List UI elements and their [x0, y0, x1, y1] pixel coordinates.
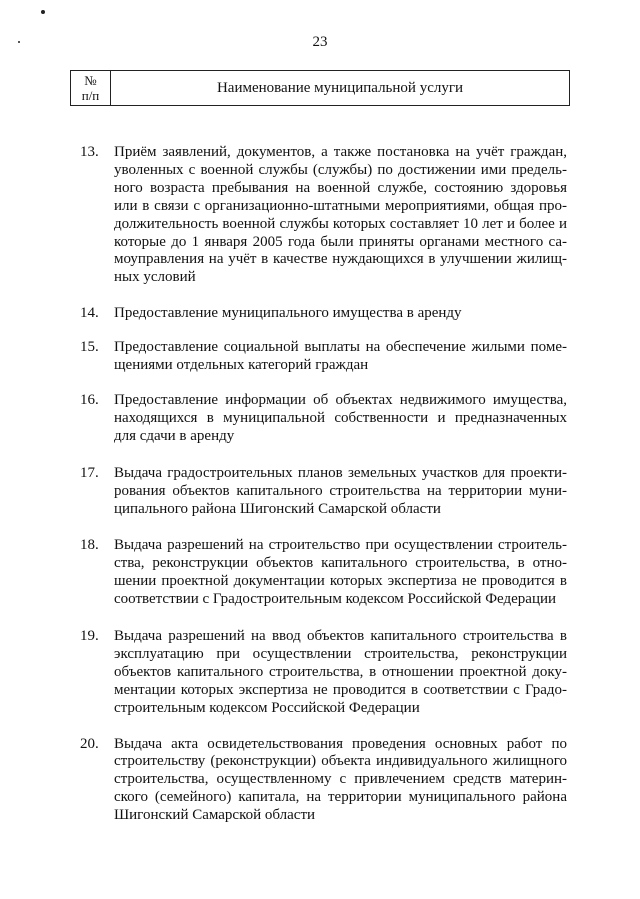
- service-title-line: Приём заявлений, документов, а также постановка на учёт граждан,: [114, 144, 567, 160]
- service-title-line: ципального района Шигонский Самарской области: [114, 500, 441, 517]
- service-title-line: строительству (реконструкции) объекта индивидуального жилищного: [114, 753, 567, 770]
- column-header-number: [71, 71, 111, 105]
- service-item: [80, 736, 567, 826]
- service-title: [114, 339, 567, 375]
- service-title: [114, 736, 567, 826]
- service-title-line: находящихся в муниципальной собственности и предназначенных: [114, 409, 567, 426]
- service-title-line: Предоставление информации об объектах недвижимого имущества,: [114, 391, 567, 408]
- service-number: 18.: [80, 537, 99, 554]
- service-title-line: соответствии с Градостроительным кодексом Российской Федерации: [114, 591, 557, 608]
- service-item: [80, 392, 567, 446]
- service-number: 14.: [80, 305, 99, 322]
- service-item: [80, 465, 567, 519]
- column-header-number-top: №: [84, 73, 97, 88]
- service-item: [80, 628, 567, 718]
- service-title-line: шении проектной документации которых экспертиза не проводится в: [114, 573, 567, 590]
- service-title-line: должительность военной службы которых составляет 10 лет и более и: [114, 215, 567, 232]
- service-title-line: рования объектов капитального строительства на территории муни-: [114, 482, 567, 499]
- service-number: 19.: [80, 628, 99, 645]
- service-title-line: уволенных с военной службы (службы) по достижении ими предель-: [114, 161, 567, 178]
- column-header-title: Наименование муниципальной услуги: [216, 79, 464, 96]
- scan-speck: [41, 10, 45, 14]
- service-title: [114, 144, 567, 287]
- service-number: 17.: [80, 464, 99, 481]
- service-title-line: Предоставление муниципального имущества в аренду: [114, 305, 462, 322]
- service-item: [80, 537, 567, 609]
- service-item: [80, 339, 567, 375]
- service-item: [80, 144, 567, 287]
- service-title-line: Выдача акта освидетельствования проведения основных работ по: [114, 735, 567, 752]
- service-title-line: Шигонский Самарской области: [114, 807, 316, 824]
- service-title-line: Выдача разрешений на строительство при осуществлении строитель-: [114, 537, 567, 554]
- service-title-line: или в связи с организационно-штатными мероприятиями, общая про-: [114, 197, 567, 214]
- service-title-line: Выдача градостроительных планов земельных участков для проекти-: [114, 464, 567, 481]
- service-title-line: ментации которых экспертиза не проводится в соответствии с Градо-: [114, 681, 567, 698]
- service-title-line: ного возраста пребывания на военной службе, состоянию здоровья: [114, 179, 567, 196]
- table-header: [70, 70, 570, 106]
- service-title-line: моуправления на учёт в качестве нуждающихся в улучшении жилищ-: [114, 251, 567, 268]
- service-number: 20.: [80, 735, 99, 752]
- service-title: [114, 465, 567, 519]
- service-title: [114, 305, 567, 323]
- service-title-line: эксплуатацию при осуществлении строительства, реконструкции: [114, 645, 567, 662]
- service-title: [114, 537, 567, 609]
- service-title: [114, 392, 567, 446]
- service-number: 15.: [80, 339, 99, 356]
- service-number: 13.: [80, 144, 99, 160]
- column-header-number-bottom: п/п: [81, 88, 100, 103]
- service-title-line: ства, реконструкции объектов капитального строительства, в отно-: [114, 555, 567, 572]
- service-title-line: Выдача разрешений на ввод объектов капитального строительства в: [114, 628, 567, 645]
- service-title-line: для сдачи в аренду: [114, 427, 235, 444]
- service-title-line: Предоставление социальной выплаты на обеспечение жилыми поме-: [114, 339, 567, 356]
- service-title-line: ского (семейного) капитала, на территории муниципального района: [114, 789, 567, 806]
- service-item: [80, 305, 567, 323]
- service-title: [114, 628, 567, 718]
- service-title-line: объектов капитального строительства, в отношении проектной доку-: [114, 663, 567, 680]
- page-number: 23: [312, 34, 328, 50]
- service-number: 16.: [80, 391, 99, 408]
- service-title-line: которые до 1 января 2005 года были приняты органами местного са-: [114, 233, 567, 250]
- service-list: [80, 126, 567, 825]
- service-title-line: щениями отдельных категорий граждан: [114, 357, 369, 374]
- service-title-line: строительства, осуществленному с привлечением средств материн-: [114, 771, 567, 788]
- service-title-line: ных условий: [114, 269, 196, 286]
- service-title-line: строительным кодексом Российской Федерации: [114, 699, 420, 716]
